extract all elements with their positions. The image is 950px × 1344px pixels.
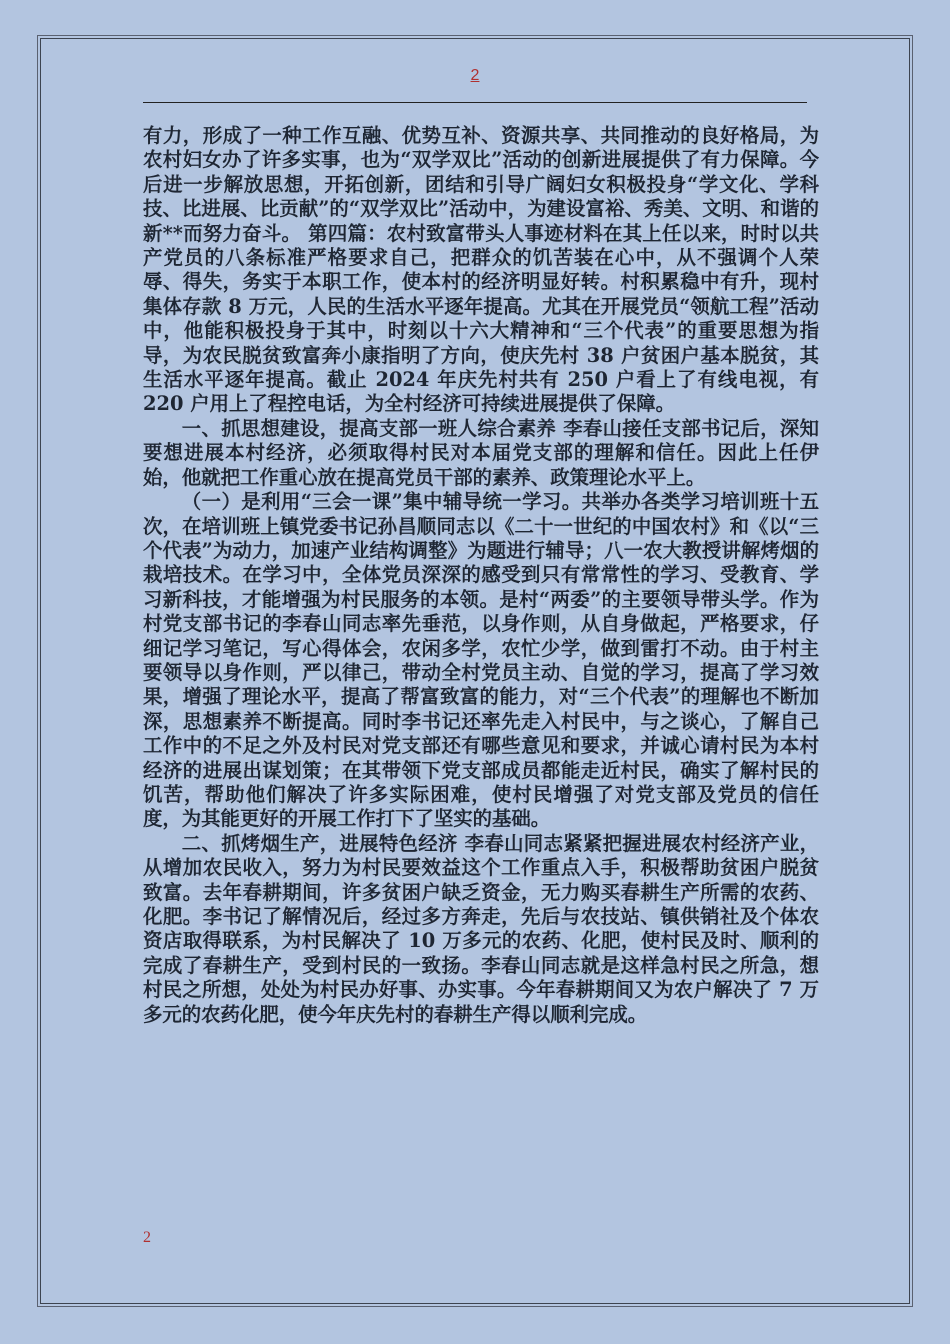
footer-page-number: 2 [143, 1229, 151, 1246]
header-page-number-text: 2 [470, 67, 480, 84]
paragraph-subsection-one: （一）是利用“三会一课”集中辅导统一学习。共举办各类学习培训班十五次，在培训班上镇党委书记孙昌顺同志以《二十一世纪的中国农村》和《以“三个代表”为动力，加速产业结构调整》为题进行辅导；八一农大教授讲解烤烟的栽培技术。在学习中，全体党员深深的感受到只有常常性的学习、受教育、学习新科技，才能增强为村民服务的本领。是村“两委”的主要领导带头学。作为村党支部书记的李春山同志率先垂范，以身作则，从自身做起，严格要求，仔细记学习笔记，写心得体会，农闲多学，农忙少学，做到雷打不动。由于村主要领导以身作则，严以律己，带动全村党员主动、自觉的学习，提高了学习效果，增强了理论水平，提高了帮富致富的能力，对“三个代表”的理解也不断加深，思想素养不断提高。同时李书记还率先走入村民中，与之谈心，了解自己工作中的不足之外及村民对党支部还有哪些意见和要求，并诚心请村民为本村经济的进展出谋划策；在其带领下党支部成员都能走近村民，确实了解村民的饥苦，帮助他们解决了许多实际困难，使村民增强了对党支部及党员的信任度，为其能更好的开展工作打下了坚实的基础。 [143, 490, 819, 831]
paragraph-section-one: 一、抓思想建设，提高支部一班人综合素养 李春山接任支部书记后，深知要想进展本村经济，必须取得村民对本届党支部的理解和信任。因此上任伊始，他就把工作重心放在提高党员干部的素养、政策理论水平上。 [143, 416, 819, 489]
header-page-number [0, 66, 950, 86]
paragraph-section-two: 二、抓烤烟生产，进展特色经济 李春山同志紧紧把握进展农村经济产业，从增加农民收入，努力为村民要效益这个工作重点入手，积极帮助贫困户脱贫致富。去年春耕期间，许多贫困户缺乏资金，无力购买春耕生产所需的农药、化肥。李书记了解情况后，经过多方奔走，先后与农技站、镇供销社及个体农资店取得联系，为村民解决了 10 万多元的农药、化肥，使村民及时、顺利的完成了春耕生产，受到村民的一致扬。李春山同志就是这样急村民之所急，想村民之所想，处处为村民办好事、办实事。今年春耕期间又为农户解决了 7 万多元的农药化肥，使今年庆先村的春耕生产得以顺利完成。 [143, 831, 819, 1026]
document-body [143, 124, 819, 1027]
header-divider [143, 102, 807, 103]
paragraph-continued: 有力，形成了一种工作互融、优势互补、资源共享、共同推动的良好格局，为农村妇女办了许多实事，也为“双学双比”活动的创新进展提供了有力保障。今后进一步解放思想，开拓创新，团结和引导广阔妇女积极投身“学文化、学科技、比进展、比贡献”的“双学双比”活动中，为建设富裕、秀美、文明、和谐的新**而努力奋斗。 第四篇：农村致富带头人事迹材料在其上任以来，时时以共产党员的八条标准严格要求自己，把群众的饥苦装在心中，从不强调个人荣辱、得失，务实于本职工作，使本村的经济明显好转。村积累稳中有升，现村集体存款 8 万元，人民的生活水平逐年提高。尤其在开展党员“领航工程”活动中，他能积极投身于其中，时刻以十六大精神和“三个代表”的重要思想为指导，为农民脱贫致富奔小康指明了方向，使庆先村 38 户贫困户基本脱贫，其生活水平逐年提高。截止 2024 年庆先村共有 250 户看上了有线电视，有 220 户用上了程控电话，为全村经济可持续进展提供了保障。 [143, 124, 819, 416]
